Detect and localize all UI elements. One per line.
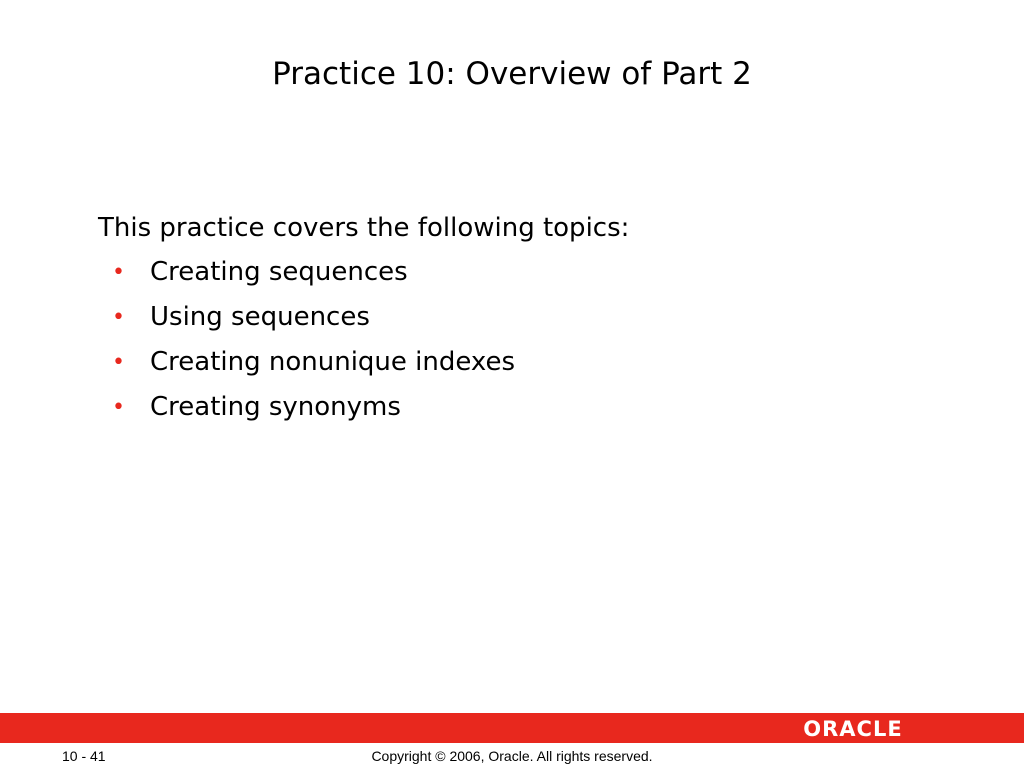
bullet-icon: •	[112, 260, 125, 285]
footer-bar	[0, 713, 1024, 743]
bullet-icon: •	[112, 350, 125, 375]
topic-label: Creating nonunique indexes	[150, 347, 516, 377]
oracle-logo-graphic	[792, 717, 914, 739]
topic-item	[98, 385, 898, 430]
topic-label: Using sequences	[150, 302, 370, 332]
topic-item	[98, 340, 898, 385]
copyright-notice: Copyright © 2006, Oracle. All rights reserved.	[371, 748, 653, 764]
bullet-icon: •	[112, 305, 125, 330]
slide-title: Practice 10: Overview of Part 2	[272, 56, 752, 92]
page-number: 10 - 41	[62, 748, 106, 764]
oracle-logo-text: ORACLE	[803, 717, 903, 739]
topic-list	[98, 250, 898, 430]
topic-label: Creating synonyms	[150, 392, 401, 422]
topic-item	[98, 250, 898, 295]
topic-label: Creating sequences	[150, 257, 408, 287]
topic-item	[98, 295, 898, 340]
bullet-icon: •	[112, 395, 125, 420]
slide-content	[98, 206, 898, 430]
oracle-logo	[792, 717, 914, 739]
intro-text: This practice covers the following topics:	[98, 213, 630, 243]
